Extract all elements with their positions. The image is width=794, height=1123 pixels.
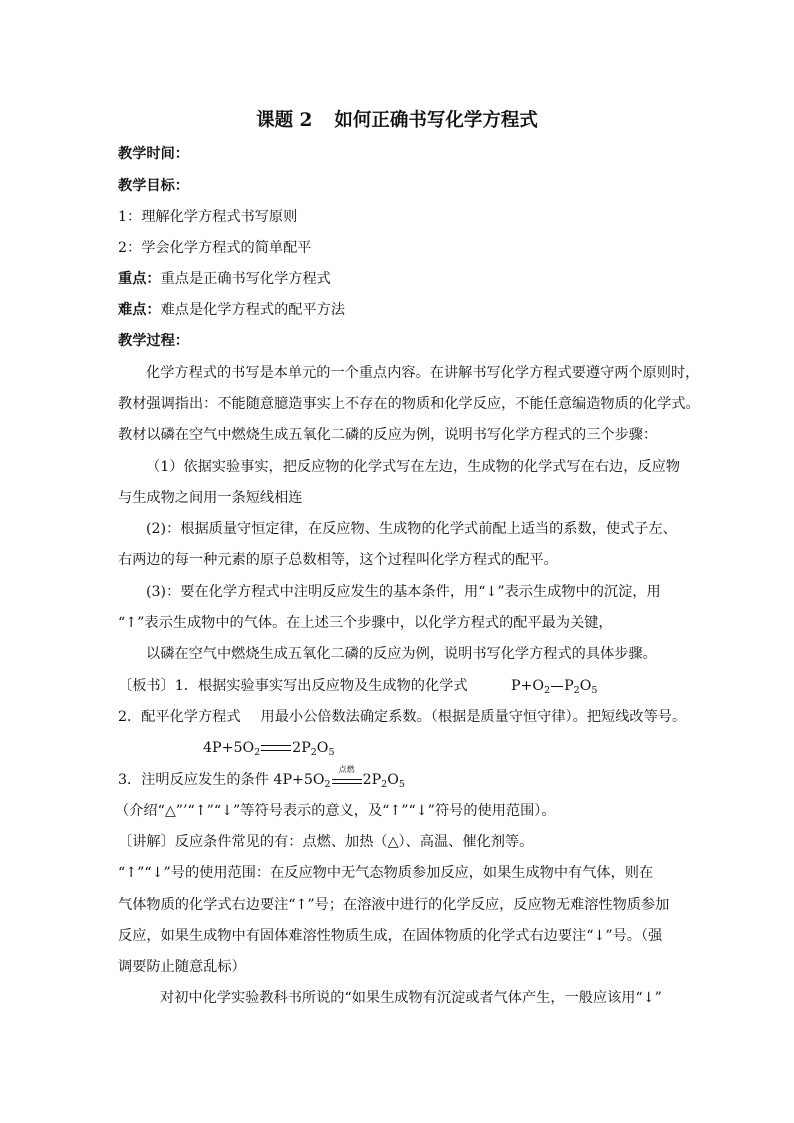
goal-item-1: 1：理解化学方程式书写原则 bbox=[118, 209, 298, 225]
symbols-introduction: （介绍“△”’“↑”“↓”等符号表示的意义，及“↑”“↓”符号的使用范围）。 bbox=[115, 803, 556, 819]
eq2-subscript: 2 bbox=[254, 747, 261, 758]
board-step-1: 〔板书〕1．根据实验事实写出反应物及生成物的化学式 bbox=[118, 678, 468, 694]
eq1-product-o: O bbox=[579, 678, 592, 694]
eq3-reactants: 4P+5O bbox=[273, 772, 325, 788]
title-lesson-name: 如何正确书写化学方程式 bbox=[334, 110, 538, 131]
eq3-product: 2P bbox=[362, 772, 382, 788]
reaction-condition-sign bbox=[332, 765, 362, 787]
eq1-reactants: P+O bbox=[511, 678, 545, 694]
condition-label: 点燃 bbox=[338, 765, 355, 774]
eq2-subscript: 2 bbox=[310, 747, 317, 758]
step3-line-1: (3)：要在化学方程式中注明反应发生的基本条件，用“↓”表示生成物中的沉淀，用 bbox=[146, 584, 661, 600]
short-line-connector bbox=[551, 686, 563, 687]
teaching-time-label: 教学时间： bbox=[118, 146, 189, 162]
goal-item-2: 2：学会化学方程式的简单配平 bbox=[118, 240, 312, 256]
difficulty-point bbox=[118, 300, 345, 320]
step2-line-1: (2)：根据质量守恒定律，在反应物、生成物的化学式前配上适当的系数，使式子左、 bbox=[146, 521, 677, 537]
equals-sign bbox=[261, 745, 291, 751]
last-line: 对初中化学实验教科书所说的“如果生成物有沉淀或者气体产生，一般应该用“↓” bbox=[160, 990, 662, 1006]
eq3-subscript: 2 bbox=[381, 779, 388, 790]
page-title bbox=[0, 106, 794, 132]
step1-line-1: （1）依据实验事实，把反应物的化学式写在左边，生成物的化学式写在右边，反应物 bbox=[146, 459, 680, 475]
arrows-usage-line-4: 调要防止随意乱标） bbox=[118, 959, 246, 975]
key-point-text: 重点是正确书写化学方程式 bbox=[160, 271, 331, 287]
intro-line-1: 化学方程式的书写是本单元的一个重点内容。在讲解书写化学方程式要遵守两个原则时， bbox=[146, 365, 700, 381]
board-step-2-label: 2．配平化学方程式 bbox=[118, 709, 241, 725]
eq1-subscript: 2 bbox=[544, 685, 551, 696]
title-lesson-number: 课题 2 bbox=[256, 110, 313, 131]
step3-line-2: “↑”表示生成物中的气体。在上述三个步骤中，以化学方程式的配平最为关键， bbox=[118, 615, 613, 631]
eq3-subscript: 2 bbox=[324, 779, 331, 790]
eq1-product: P bbox=[564, 678, 574, 694]
equation-balanced bbox=[203, 738, 334, 758]
equation-unbalanced bbox=[511, 676, 597, 696]
key-point-label: 重点： bbox=[118, 271, 161, 287]
arrows-usage-line-1: “↑”“↓”号的使用范围：在反应物中无气态物质参加反应，如果生成物中有气体，则在 bbox=[118, 865, 654, 881]
intro-line-3: 教材以磷在空气中燃烧生成五氧化二磷的反应为例，说明书写化学方程式的三个步骤： bbox=[118, 427, 658, 443]
eq2-product-o: O bbox=[316, 740, 329, 756]
difficulty-label: 难点： bbox=[118, 302, 161, 318]
eq3-product-o: O bbox=[387, 772, 399, 788]
intro-line-2: 教材强调指出：不能随意臆造事实上不存在的物质和化学反应，不能任意编造物质的化学式。 bbox=[118, 396, 700, 412]
board-step-2 bbox=[118, 707, 686, 727]
teaching-process-label: 教学过程： bbox=[118, 333, 189, 349]
eq2-product: 2P bbox=[292, 740, 311, 756]
eq3-subscript: 5 bbox=[398, 779, 405, 790]
board-step-3-label: 3．注明反应发生的条件 bbox=[118, 772, 274, 788]
lecture-conditions: 〔讲解〕反应条件常见的有：点燃、加热（△）、高温、催化剂等。 bbox=[118, 834, 534, 850]
step1-line-2: 与生成物之间用一条短线相连 bbox=[118, 490, 303, 506]
step2-line-2: 右两边的每一种元素的原子总数相等，这个过程叫化学方程式的配平。 bbox=[118, 552, 558, 568]
difficulty-text: 难点是化学方程式的配平方法 bbox=[160, 302, 346, 318]
eq1-subscript: 2 bbox=[573, 685, 580, 696]
arrows-usage-line-2: 气体物质的化学式右边要注“↑”号；在溶液中进行的化学反应，反应物无难溶性物质参加 bbox=[118, 897, 670, 913]
board-step-3 bbox=[118, 765, 405, 790]
arrows-usage-line-3: 反应，如果生成物中有固体难溶性物质生成，在固体物质的化学式右边要注“↓”号。（强 bbox=[118, 928, 663, 944]
teaching-goals-label: 教学目标： bbox=[118, 178, 189, 194]
board-step-2-text: 用最小公倍数法确定系数。（根据是质量守恒守律）。把短线改等号。 bbox=[260, 709, 687, 725]
example-intro: 以磷在空气中燃烧生成五氧化二磷的反应为例，说明书写化学方程式的具体步骤。 bbox=[146, 646, 657, 662]
eq2-reactants: 4P+5O bbox=[203, 740, 255, 756]
eq2-subscript: 5 bbox=[328, 747, 335, 758]
eq1-subscript: 5 bbox=[591, 685, 598, 696]
key-point bbox=[118, 269, 331, 289]
